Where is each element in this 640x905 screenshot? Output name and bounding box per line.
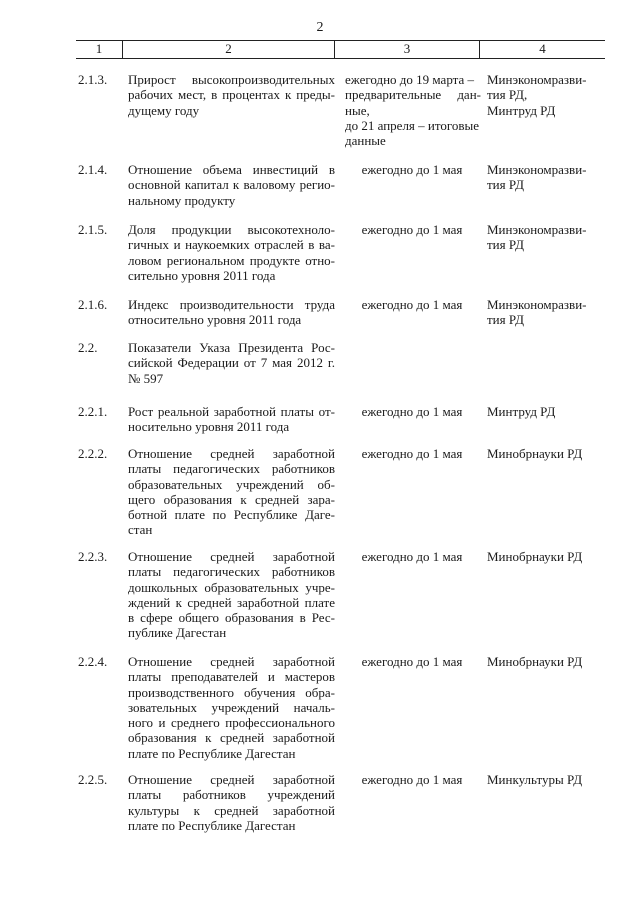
indicator-name	[128, 654, 335, 761]
indicator-name-line: сительно уровня 2011 года	[128, 267, 276, 283]
indicator-name	[128, 772, 335, 833]
indicator-name-line: образовательных учреждений об-	[128, 476, 335, 492]
indicator-name-line: основной капитал к валовому регио-	[128, 177, 335, 193]
row-number: 2.2.4.	[78, 654, 108, 669]
row-number: 2.1.4.	[78, 162, 108, 177]
deadline-line: ежегодно до 1 мая	[361, 297, 463, 312]
indicator-name	[128, 446, 335, 538]
deadline	[335, 340, 481, 386]
table-row	[76, 340, 605, 386]
deadline-line: ежегодно до 19 марта –	[345, 72, 475, 87]
responsible-body-line: Минобрнауки РД	[487, 549, 583, 564]
indicator-name-line: платы педагогических работников	[128, 564, 335, 580]
indicator-name	[128, 297, 335, 328]
row-number: 2.1.6.	[78, 297, 108, 312]
indicator-name-line: Отношение средней заработной	[128, 772, 335, 787]
indicator-name	[128, 72, 335, 148]
indicator-name-line: щего образования к средней зара-	[128, 491, 335, 507]
responsible-body	[481, 222, 605, 283]
responsible-body-line: Минэкономразви-	[487, 162, 587, 177]
indicator-name-line: Индекс производительности труда	[128, 297, 335, 312]
responsible-body-line: Минэкономразви-	[487, 222, 587, 237]
page-number: 2	[316, 20, 324, 35]
responsible-body-line: Минтруд РД	[487, 404, 556, 419]
indicator-name	[128, 162, 335, 208]
table-row	[76, 654, 605, 761]
indicator-name-line: дущему году	[128, 102, 200, 118]
deadline	[335, 72, 481, 148]
responsible-body-line: Минобрнауки РД	[487, 654, 583, 669]
indicator-name-line: плате по Республике Дагестан	[128, 745, 296, 761]
table-row	[76, 772, 605, 833]
row-number: 2.2.	[78, 340, 98, 355]
deadline-line: ежегодно до 1 мая	[361, 654, 463, 669]
header-col-4: 4	[479, 41, 605, 58]
deadline-line: предварительные дан-	[345, 87, 481, 103]
header-col-1: 1	[95, 41, 103, 56]
deadline-line: ежегодно до 1 мая	[361, 549, 463, 564]
table-header	[76, 40, 605, 59]
responsible-body-line: Минэкономразви-	[487, 72, 587, 87]
deadline-line: ежегодно до 1 мая	[361, 162, 463, 177]
deadline	[335, 162, 481, 208]
deadline	[335, 297, 481, 328]
indicator-name-line: дошкольных образовательных учре-	[128, 579, 335, 595]
indicator-name-line: сийской Федерации от 7 мая 2012 г.	[128, 355, 335, 371]
table-row	[76, 222, 605, 283]
responsible-body-line: Минобрнауки РД	[487, 446, 583, 461]
responsible-body-line: тия РД,	[487, 87, 528, 103]
indicator-name	[128, 340, 335, 386]
deadline	[335, 222, 481, 283]
deadline-line: ные,	[345, 102, 370, 118]
indicator-name-line: платы преподавателей и мастеров	[128, 669, 335, 685]
deadline-line: до 21 апреля – итоговые	[345, 117, 480, 133]
indicator-name-line: Отношение объема инвестиций в	[128, 162, 335, 177]
indicator-name-line: нальному продукту	[128, 192, 236, 208]
header-col-2: 2	[122, 41, 334, 58]
indicator-name-line: Рост реальной заработной платы от-	[128, 404, 335, 419]
row-number: 2.2.1.	[78, 404, 108, 419]
indicator-name-line: производственного обучения обра-	[128, 684, 335, 700]
deadline	[335, 772, 481, 833]
indicator-name-line: ботной плате по Республике Даге-	[128, 507, 335, 523]
table-row	[76, 72, 605, 148]
responsible-body-line: Минтруд РД	[487, 102, 556, 118]
indicator-name-line: зовательных учреждений началь-	[128, 699, 335, 715]
indicator-name-line: ловом региональном продукте отно-	[128, 252, 335, 268]
indicator-name-line: культуры к средней заработной	[128, 802, 335, 818]
indicator-name-line: платы работников учреждений	[128, 787, 335, 803]
responsible-body	[481, 549, 605, 641]
indicator-name	[128, 404, 335, 435]
indicator-name-line: ного и среднего профессионального	[128, 715, 335, 731]
deadline-line: ежегодно до 1 мая	[361, 404, 463, 419]
indicator-name-line: Отношение средней заработной	[128, 446, 335, 461]
indicator-name-line: носительно уровня 2011 года	[128, 419, 290, 435]
indicator-name-line: Показатели Указа Президента Рос-	[128, 340, 335, 355]
deadline	[335, 654, 481, 761]
table-row	[76, 446, 605, 538]
deadline	[335, 446, 481, 538]
table-row	[76, 162, 605, 208]
row-number: 2.2.2.	[78, 446, 108, 461]
deadline	[335, 549, 481, 641]
indicator-name-line: плате по Республике Дагестан	[128, 817, 296, 833]
indicator-name-line: публике Дагестан	[128, 625, 227, 641]
responsible-body	[481, 404, 605, 435]
responsible-body-line: тия РД	[487, 237, 524, 253]
row-number: 2.2.5.	[78, 772, 108, 787]
indicator-name-line: рабочих мест, в процентах к преды-	[128, 87, 335, 103]
deadline-line: ежегодно до 1 мая	[361, 222, 463, 237]
indicator-name	[128, 222, 335, 283]
responsible-body-line: тия РД	[487, 312, 524, 328]
responsible-body-line: тия РД	[487, 177, 524, 193]
indicator-name-line: Прирост высокопроизводительных	[128, 72, 335, 87]
indicator-name-line: Отношение средней заработной	[128, 549, 335, 564]
indicator-name-line: Отношение средней заработной	[128, 654, 335, 669]
table-row	[76, 404, 605, 435]
responsible-body-line: Минэкономразви-	[487, 297, 587, 312]
responsible-body	[481, 772, 605, 833]
responsible-body-line: Минкультуры РД	[487, 772, 583, 787]
indicator-name-line: образования к средней заработной	[128, 730, 335, 746]
indicator-name-line: стан	[128, 522, 153, 538]
table-row	[76, 549, 605, 641]
deadline	[335, 404, 481, 435]
indicator-name	[128, 549, 335, 641]
deadline-line: ежегодно до 1 мая	[361, 446, 463, 461]
indicator-name-line: в сфере общего образования в Рес-	[128, 610, 335, 626]
table-row	[76, 297, 605, 328]
row-number: 2.2.3.	[78, 549, 108, 564]
responsible-body	[481, 654, 605, 761]
responsible-body	[481, 72, 605, 148]
indicator-name-line: платы педагогических работников	[128, 461, 335, 477]
row-number: 2.1.5.	[78, 222, 108, 237]
indicator-name-line: № 597	[128, 370, 164, 386]
deadline-line: ежегодно до 1 мая	[361, 772, 463, 787]
header-col-3: 3	[334, 41, 479, 58]
indicator-name-line: гичных и наукоемких отраслей в ва-	[128, 237, 335, 253]
responsible-body	[481, 446, 605, 538]
indicator-name-line: относительно уровня 2011 года	[128, 312, 302, 328]
indicator-name-line: ждений к средней заработной плате	[128, 594, 335, 610]
deadline-line: данные	[345, 133, 386, 149]
responsible-body	[481, 297, 605, 328]
row-number: 2.1.3.	[78, 72, 108, 87]
responsible-body	[481, 162, 605, 208]
indicator-name-line: Доля продукции высокотехноло-	[128, 222, 335, 237]
responsible-body	[481, 340, 605, 386]
